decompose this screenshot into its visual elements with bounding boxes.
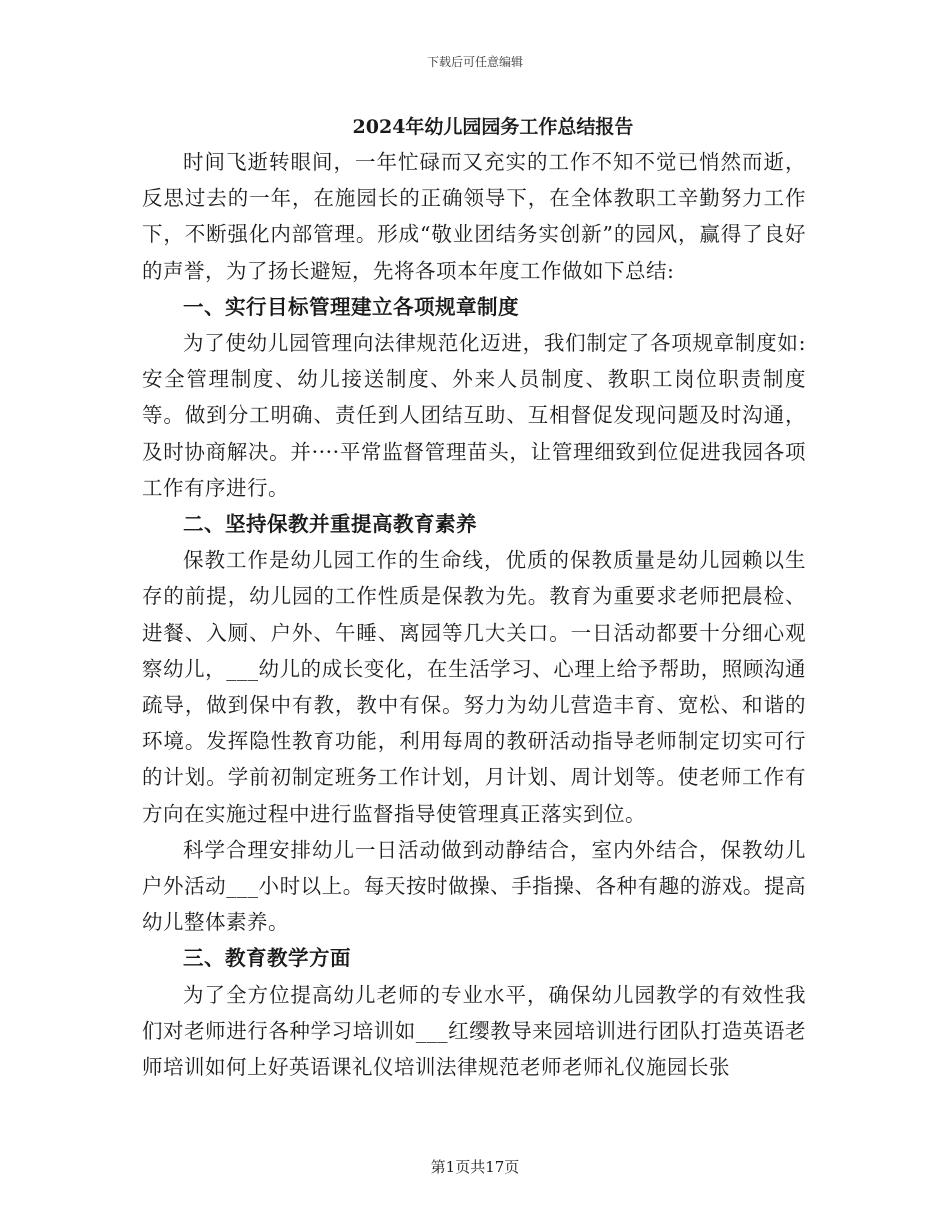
page-number: 第1页共17页: [430, 1158, 520, 1176]
document-title: 2024年幼儿园园务工作总结报告: [352, 116, 634, 138]
section-heading-3: 三、教育教学方面: [183, 946, 351, 971]
intro-paragraph: 时间飞逝转眼间，一年忙碌而又充实的工作不知不觉已悄然而逝，反思过去的一年，在施园长的正确领导下，在全体教职工辛勤努力工作下，不断强化内部管理。形成“敬业团结务实创新”的园风，赢得了良好的声誉，为了扬长避短，先将各项本年度工作做如下总结:: [142, 150, 806, 283]
section-heading-1: 一、实行目标管理建立各项规章制度: [183, 294, 519, 319]
section-2-paragraph-2: 科学合理安排幼儿一日活动做到动静结合，室内外结合，保教幼儿户外活动___小时以上。每天按时做操、手指操、各种有趣的游戏。提高幼儿整体素养。: [142, 837, 806, 935]
section-2-paragraph-1: 保教工作是幼儿园工作的生命线，优质的保教质量是幼儿园赖以生存的前提，幼儿园的工作性质是保教为先。教育为重要求老师把晨检、进餐、入厕、户外、午睡、离园等几大关口。一日活动都要十分细心观察幼儿，___幼儿的成长变化，在生活学习、心理上给予帮助，照顾沟通疏导，做到保中有教，教中有保。努力为幼儿营造丰育、宽松、和谐的环境。发挥隐性教育功能，利用每周的教研活动指导老师制定切实可行的计划。学前初制定班务工作计划，月计划、周计划等。使老师工作有方向在实施过程中进行监督指导使管理真正落实到位。: [142, 548, 806, 826]
document-body: [142, 110, 806, 1085]
section-3-paragraph-1: 为了全方位提高幼儿老师的专业水平，确保幼儿园教学的有效性我们对老师进行各种学习培训如___红缨教导来园培训进行团队打造英语老师培训如何上好英语课礼仪培训法律规范老师老师礼仪施园长张: [142, 982, 806, 1080]
section-1-paragraph-1: 为了使幼儿园管理向法律规范化迈进，我们制定了各项规章制度如:安全管理制度、幼儿接送制度、外来人员制度、教职工岗位职责制度等。做到分工明确、责任到人团结互助、互相督促发现问题及时沟通，及时协商解决。并····平常监督管理苗头，让管理细致到位促进我园各项工作有序进行。: [142, 331, 806, 500]
section-heading-2: 二、坚持保教并重提高教育素养: [183, 512, 477, 537]
header-note: 下载后可任意编辑: [426, 55, 523, 69]
